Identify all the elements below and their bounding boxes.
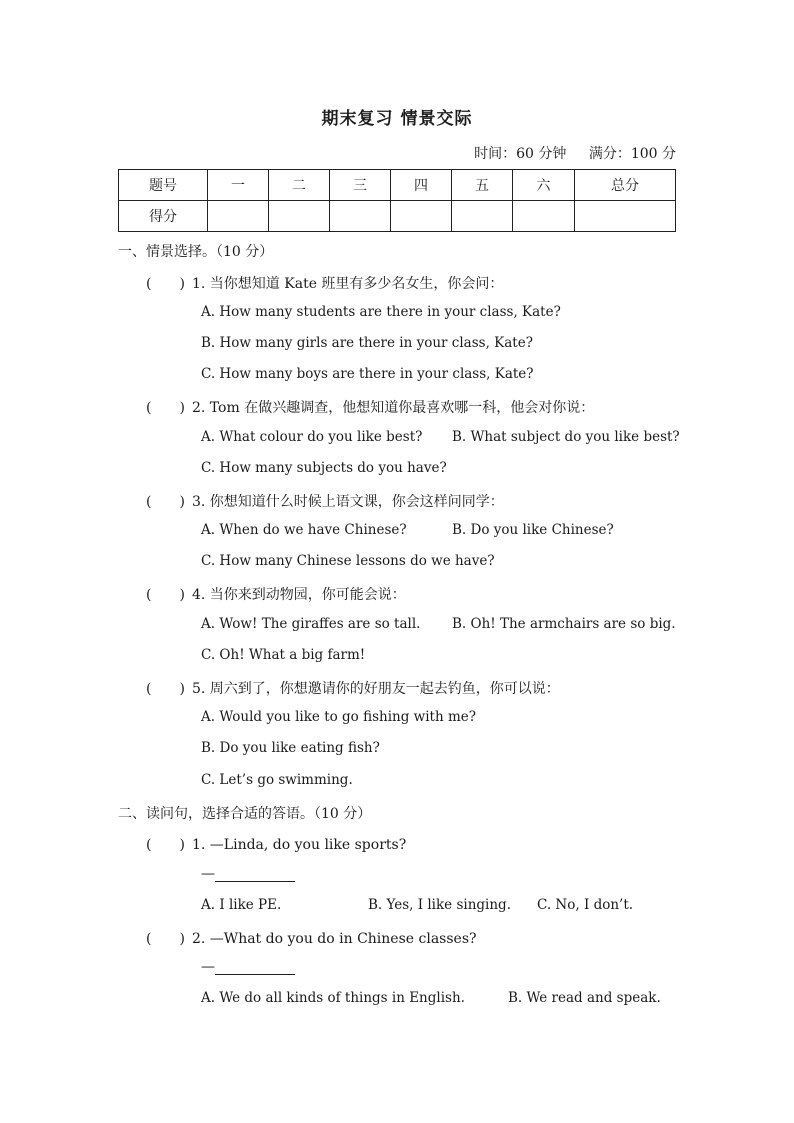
option-b: B. Do you like eating fish? [201,740,380,756]
answer-blank[interactable]: ( ) [146,681,185,697]
response-dash: — [201,959,215,975]
question-stem: 1. —Linda, do you like sports? [192,837,407,853]
score-table-header-cell: 六 [513,170,575,201]
section-1-heading: 一、情景选择。（10 分） [118,244,274,260]
answer-blank[interactable]: ( ) [146,837,185,853]
question-2-1 [146,834,406,854]
score-cell[interactable] [575,201,676,232]
question-stem: 1. 当你想知道 Kate 班里有多少名女生，你会问： [192,276,504,292]
option-b: B. Do you like Chinese? [452,522,614,538]
option-a: A. What colour do you like best? [201,429,423,445]
answer-blank[interactable]: ( ) [146,276,185,292]
question-stem: 2. Tom 在做兴趣调查，他想知道你最喜欢哪一科，他会对你说： [192,400,595,416]
score-cell[interactable] [391,201,452,232]
score-table-header-row [119,170,676,201]
option-c: C. Oh! What a big farm! [201,647,366,663]
score-table-header-cell: 五 [452,170,513,201]
option-c: C. How many subjects do you have? [201,460,447,476]
section-2-heading: 二、读问句，选择合适的答语。（10 分） [118,806,372,822]
option-c: C. How many boys are there in your class, Kate? [201,366,534,382]
question-1-3 [146,491,504,511]
score-table-header-cell: 四 [391,170,452,201]
question-stem: 2. —What do you do in Chinese classes? [192,931,477,947]
question-1-1 [146,273,503,293]
option-a: A. When do we have Chinese? [201,522,407,538]
option-c: C. Let’s go swimming. [201,772,353,788]
option-a: A. How many students are there in your class, Kate? [201,304,561,320]
score-table-header-cell: 一 [208,170,269,201]
question-stem: 4. 当你来到动物园，你可能会说： [192,587,406,603]
score-cell[interactable] [208,201,269,232]
answer-blank[interactable]: ( ) [146,400,185,416]
question-stem: 5. 周六到了，你想邀请你的好朋友一起去钓鱼，你可以说： [192,681,560,697]
full-score: 满分：100 分 [588,146,676,162]
option-b: B. Yes, I like singing. [368,897,511,913]
answer-blank[interactable]: ( ) [146,494,185,510]
score-table [118,169,676,232]
response-line [201,959,295,975]
option-b: B. We read and speak. [508,990,661,1006]
response-blank[interactable] [215,867,295,882]
exam-meta [474,143,676,163]
question-1-5 [146,678,560,698]
time-limit: 时间：60 分钟 [474,146,567,162]
option-a: A. Would you like to go fishing with me? [201,709,476,725]
question-1-4 [146,584,406,604]
score-cell[interactable] [330,201,391,232]
score-cell[interactable] [513,201,575,232]
option-c: C. No, I don’t. [537,897,634,913]
question-2-2 [146,928,477,948]
score-table-header-cell: 总分 [575,170,676,201]
option-a: A. Wow! The giraffes are so tall. [201,616,421,632]
score-row-label: 得分 [119,201,208,232]
option-b: B. Oh! The armchairs are so big. [452,616,676,632]
answer-blank[interactable]: ( ) [146,587,185,603]
score-cell[interactable] [452,201,513,232]
response-line [201,866,295,882]
score-table-header-cell: 三 [330,170,391,201]
score-table-header-cell: 二 [269,170,330,201]
question-stem: 3. 你想知道什么时候上语文课，你会这样问同学： [192,494,504,510]
response-dash: — [201,866,215,882]
score-cell[interactable] [269,201,330,232]
option-b: B. How many girls are there in your class, Kate? [201,335,533,351]
option-b: B. What subject do you like best? [452,429,680,445]
response-blank[interactable] [215,960,295,975]
option-a: A. I like PE. [201,897,282,913]
option-c: C. How many Chinese lessons do we have? [201,553,495,569]
option-a: A. We do all kinds of things in English. [201,990,465,1006]
score-table-score-row [119,201,676,232]
score-table-header-cell: 题号 [119,170,208,201]
page-title: 期末复习 情景交际 [321,109,473,129]
answer-blank[interactable]: ( ) [146,931,185,947]
question-1-2 [146,397,594,417]
